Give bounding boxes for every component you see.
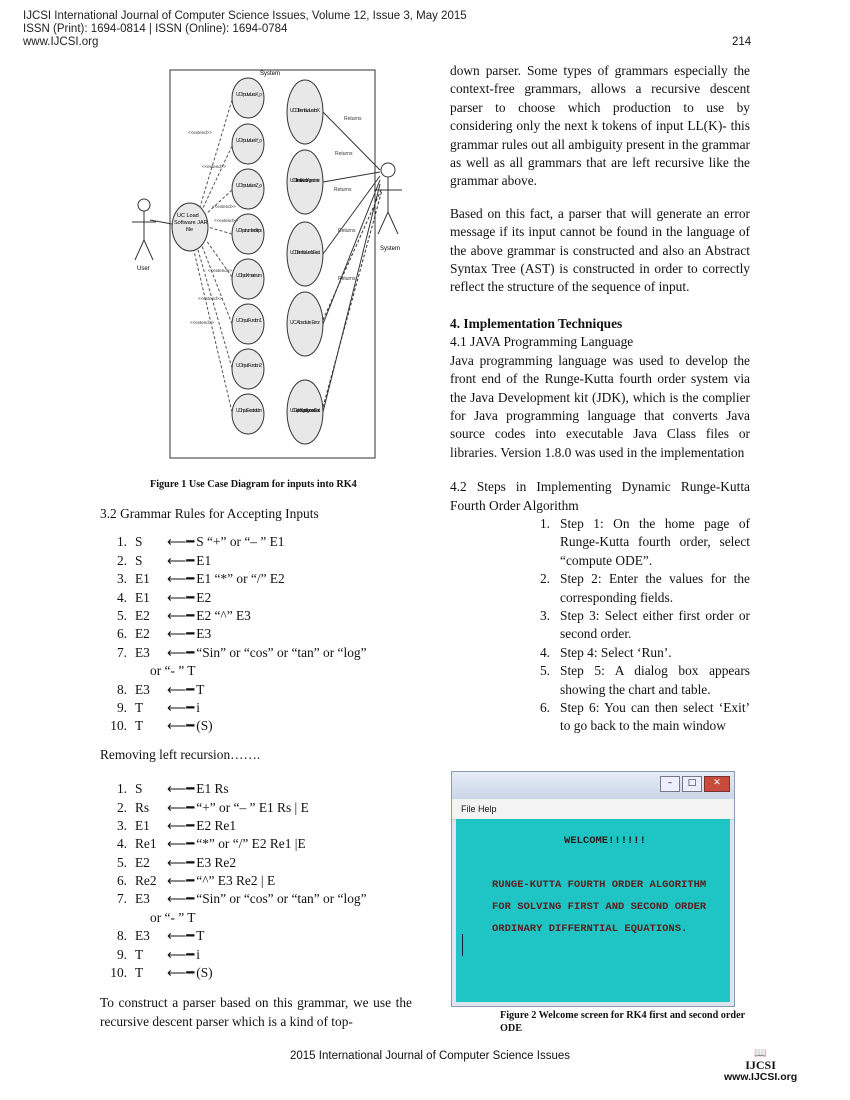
svg-text:UC Graph of X against Approx a: UC Graph of X against Approx and Exact [290, 408, 321, 414]
left-arrow-icon: ⟵━ [167, 571, 195, 587]
header-line-3: www.IJCSI.org [23, 36, 99, 48]
welcome-line-1: RUNGE-KUTTA FOURTH ORDER ALGORITHM [492, 879, 707, 891]
logo-text: IJCSI [745, 1058, 776, 1072]
ijcsi-logo [724, 1048, 797, 1083]
step-item: 4. Step 4: Select ‘Run’. [539, 644, 672, 660]
svg-text:UC Differential values for Exa: UC Differential values for Exact [290, 250, 320, 256]
paragraph-error: Based on this fact, a parser that will generate an error message if its input cannot be found in the language of the above grammar is constructed and also an Abstract Syntax Tree (AST) is constructed in order to correctly reflect the structure of the sequence of input. [450, 205, 750, 295]
svg-text:UC Input Function 1: UC Input Function 1 [236, 318, 262, 324]
svg-text:UC Input X maximum: UC Input X maximum [236, 273, 262, 279]
window-menubar[interactable]: File Help [452, 799, 734, 820]
use-case-diagram-svg [130, 62, 422, 460]
figure-2-caption: Figure 2 Welcome screen for RK4 first and second order ODE [500, 1010, 745, 1034]
svg-text:Returns: Returns [344, 116, 362, 122]
system-label: System [260, 71, 281, 77]
left-arrow-icon: ⟵━ [167, 836, 195, 852]
rule-row: 6. E2 ⟵━ E3 [100, 625, 412, 643]
uc-load-label: UC Load Software JAR file [174, 213, 208, 233]
figure-1-use-case-diagram [130, 62, 422, 460]
header-line-2: ISSN (Print): 1694-0814 | ISSN (Online): 1694-0784 [23, 23, 288, 35]
step-item: 3. Step 3: Select either first order or second order. [539, 607, 750, 642]
left-arrow-icon: ⟵━ [167, 946, 195, 962]
text-cursor [462, 934, 463, 956]
window-titlebar [452, 772, 734, 799]
left-arrow-icon: ⟵━ [167, 644, 195, 660]
svg-text:UC Input Exact solution: UC Input Exact solution [236, 408, 262, 414]
left-arrow-icon: ⟵━ [167, 873, 195, 889]
figure-1-caption: Figure 1 Use Case Diagram for inputs into RK4 [150, 479, 357, 490]
left-arrow-icon: ⟵━ [167, 928, 195, 944]
left-arrow-icon: ⟵━ [167, 891, 195, 907]
rule-row: 4. E1 ⟵━ E2 [100, 589, 412, 607]
welcome-line-2: FOR SOLVING FIRST AND SECOND ORDER [492, 901, 707, 913]
rule-row: 2. S ⟵━ E1 [100, 552, 412, 570]
rule2-row: 10. T ⟵━ (S) [100, 964, 412, 982]
system-actor-label: System [380, 246, 401, 252]
close-icon[interactable]: ✕ [704, 776, 730, 792]
svg-text:<<extend>>: <<extend>> [202, 164, 227, 169]
window-controls [660, 776, 730, 792]
svg-text:UC Input Function 2: UC Input Function 2 [236, 363, 262, 369]
left-arrow-icon: ⟵━ [167, 854, 195, 870]
left-arrow-icon: ⟵━ [167, 681, 195, 697]
section-3-2 [100, 505, 412, 1031]
journal-header [23, 10, 467, 49]
rule-row: 8. E3 ⟵━ T [100, 681, 412, 699]
grammar-rules-list [100, 533, 412, 735]
rule-row: 3. E1 ⟵━ E1 “*” or “/” E2 [100, 570, 412, 588]
svg-text:UC Absolute Error: UC Absolute Error [290, 320, 320, 326]
left-arrow-icon: ⟵━ [167, 626, 195, 642]
rule-continuation: or “- ” T [150, 663, 196, 679]
rule2-row: 6. Re2 ⟵━ “^” E3 Re2 | E [100, 872, 412, 890]
svg-text:<<extend>>: <<extend>> [212, 204, 237, 209]
rule-row: 7. E3 ⟵━ “Sin” or “cos” or “tan” or “log” [100, 644, 412, 662]
system-boundary [170, 70, 375, 458]
section-4-1-title: 4.1 JAVA Programming Language [450, 334, 634, 350]
svg-text:<<extend>>: <<extend>> [208, 268, 233, 273]
rule-row: 1. S ⟵━ S “+” or “– ” E1 [100, 533, 412, 551]
left-arrow-icon: ⟵━ [167, 534, 195, 550]
left-arrow-icon: ⟵━ [167, 718, 195, 734]
left-arrow-icon: ⟵━ [167, 781, 195, 797]
left-arrow-icon: ⟵━ [167, 607, 195, 623]
step-item: 6. Step 6: You can then select ‘Exit’ to go back to the main window [539, 700, 750, 734]
user-label: User [137, 266, 150, 272]
svg-text:<<extend>>: <<extend>> [190, 320, 215, 325]
rule-row: 10. T ⟵━ (S) [100, 717, 412, 735]
rule-continuation: or “- ” T [150, 909, 196, 925]
step-item: 1. Step 1: On the home page of Runge-Kutta fourth order, select “compute ODE”. [539, 515, 750, 568]
svg-text:UC Input values X_o: UC Input values X_o [236, 92, 262, 98]
minimize-icon[interactable]: – [660, 776, 680, 792]
page-footer: 2015 International Journal of Computer Science Issues [290, 1050, 570, 1062]
grammar-rules-list-2 [100, 780, 412, 982]
maximize-icon[interactable]: □ [682, 776, 702, 792]
right-column [450, 62, 750, 736]
left-arrow-icon: ⟵━ [167, 965, 195, 981]
step-item: 2. Step 2: Enter the values for the corresponding fields. [539, 571, 750, 605]
welcome-text: WELCOME!!!!!! [564, 835, 646, 847]
rule2-row: 4. Re1 ⟵━ “*” or “/” E2 Re1 |E [100, 835, 412, 853]
svg-text:UC Differential values for App: UC Differential values for Approximate [290, 178, 320, 184]
logo-url: www.IJCSI.org [724, 1071, 798, 1083]
svg-text:<<extend>>: <<extend>> [188, 130, 213, 135]
section-4-2-title: 4.2 Steps in Implementing Dynamic Runge-Kutta Fourth Order Algorithm [450, 479, 750, 513]
book-icon: 📖 [754, 1048, 767, 1059]
svg-text:UC Input number of steps: UC Input number of steps [236, 228, 262, 234]
system-actor [374, 163, 402, 234]
svg-text:UC Input values Y_o: UC Input values Y_o [236, 138, 262, 144]
step-item: 5. Step 5: A dialog box appears showing the chart and table. [539, 663, 750, 697]
svg-text:Returns: Returns [338, 276, 356, 282]
section-3-2-title: 3.2 Grammar Rules for Accepting Inputs [100, 506, 319, 521]
rule2-row: 1. S ⟵━ E1 Rs [100, 780, 412, 798]
figure-2-welcome-window [451, 771, 735, 1007]
welcome-description [492, 874, 706, 940]
rule2-row: 5. E2 ⟵━ E3 Re2 [100, 854, 412, 872]
steps-list [450, 515, 750, 736]
returns-labels [334, 116, 362, 282]
svg-text:Returns: Returns [335, 151, 353, 157]
rule2-row: 3. E1 ⟵━ E2 Re1 [100, 817, 412, 835]
svg-text:UC Input values Z_o: UC Input values Z_o [236, 183, 262, 189]
rule-row: 9. T ⟵━ i [100, 699, 412, 717]
paragraph-parser: down parser. Some types of grammars especially the context-free grammars, allows a recursive descent parser to choose which production to use by considering only the next k tokens of input LL(K)- this grammar rules out all ambiguity present in the grammar as well as all grammars that are left recursive like the grammar above. [450, 63, 750, 189]
user-actor [132, 199, 156, 260]
left-arrow-icon: ⟵━ [167, 552, 195, 568]
paragraph-java: Java programming language was used to develop the front end of the Runge-Kutta fourth order system via the Java Development kit (JDK), which is the complier for Java programming language that converts Java source codes into executable Java Class files or libraries. Version 1.8.0 was used in the implementation [450, 352, 750, 460]
svg-text:Returns: Returns [334, 187, 352, 193]
left-arrow-icon: ⟵━ [167, 589, 195, 605]
header-line-1: IJCSI International Journal of Computer Science Issues, Volume 12, Issue 3, May 2015 [23, 10, 467, 22]
left-arrow-icon: ⟵━ [167, 699, 195, 715]
svg-text:<<extend>>: <<extend>> [198, 296, 223, 301]
returns-lines [323, 112, 382, 412]
left-arrow-icon: ⟵━ [167, 799, 195, 815]
rule2-row: 7. E3 ⟵━ “Sin” or “cos” or “tan” or “log” [100, 890, 412, 908]
section-4-title: 4. Implementation Techniques [450, 315, 623, 331]
left-arrow-icon: ⟵━ [167, 817, 195, 833]
removing-left-recursion: Removing left recursion……. [100, 746, 261, 762]
closing-paragraph: To construct a parser based on this grammar, we use the recursive descent parser which is a kind of top- [100, 995, 412, 1029]
right-use-cases [287, 80, 323, 444]
svg-text:<<extend>>: <<extend>> [214, 218, 239, 223]
left-use-cases [232, 78, 264, 434]
rule2-row: 9. T ⟵━ i [100, 946, 412, 964]
welcome-line-3: ORDINARY DIFFERNTIAL EQUATIONS. [492, 923, 688, 935]
extend-lines [194, 100, 232, 412]
svg-text:UC Differential values for X: UC Differential values for X [290, 108, 320, 114]
rule2-row: 2. Rs ⟵━ “+” or “– ” E1 Rs | E [100, 799, 412, 817]
page-number: 214 [732, 36, 752, 48]
welcome-panel [456, 819, 730, 1002]
svg-text:Returns: Returns [338, 228, 356, 234]
rule2-row: 8. E3 ⟵━ T [100, 927, 412, 945]
rule-row: 5. E2 ⟵━ E2 “^” E3 [100, 607, 412, 625]
